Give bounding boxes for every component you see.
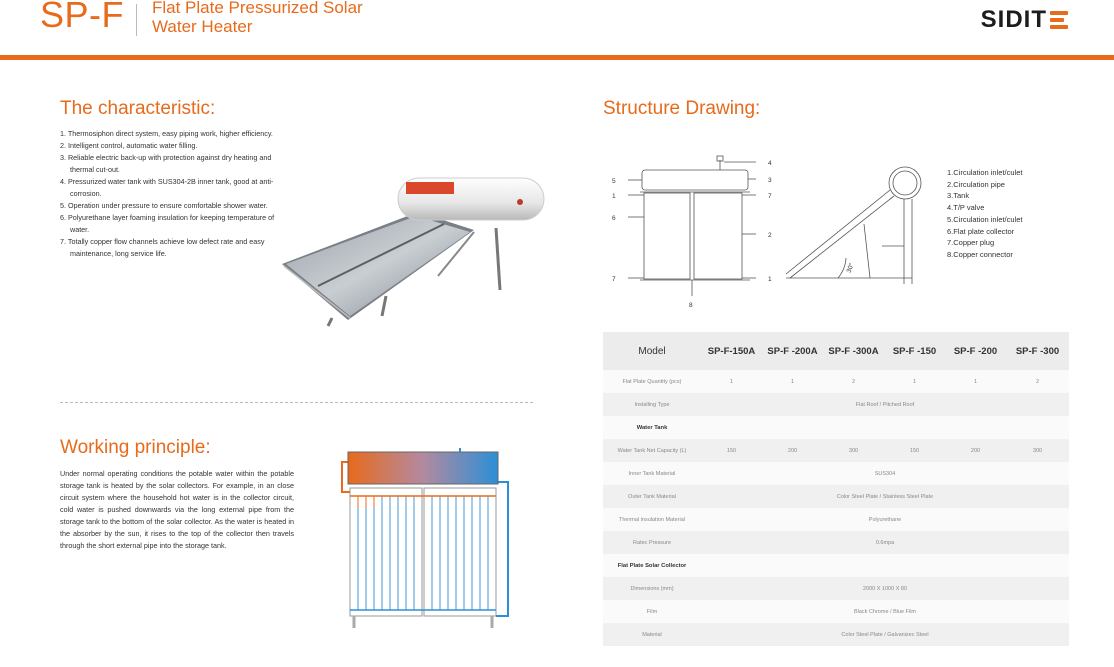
list-item: 5. Operation under pressure to ensure comfortable shower water.	[60, 201, 268, 210]
table-row	[603, 393, 1069, 416]
table-cell: 2	[823, 370, 884, 393]
table-cell-span: Polyurethane	[701, 508, 1069, 531]
legend-item: 1.Circulation inlet/culet	[947, 168, 1023, 177]
table-header-cell: SP-F-150A	[701, 332, 762, 370]
structure-drawing-title: Structure Drawing:	[603, 98, 761, 119]
table-row	[603, 623, 1069, 646]
list-item: 7. Totally copper flow channels achieve low defect rate and easy maintenance, long service life.	[60, 237, 265, 258]
table-row	[603, 485, 1069, 508]
table-header-cell: SP-F -300	[1006, 332, 1069, 370]
table-header-model: Model	[603, 332, 701, 370]
header-accent-bar	[0, 55, 1114, 60]
table-row	[603, 439, 1069, 462]
row-label: Installing Type	[603, 393, 701, 416]
legend-item: 8.Copper connector	[947, 249, 1013, 259]
section-label: Flat Plate Solar Collector	[603, 554, 701, 577]
table-cell-span: Color Steel Plate / Stainless Steel Plate	[701, 485, 1069, 508]
list-item: 3. Reliable electric back-up with protection against dry heating and thermal cut-out.	[60, 153, 272, 174]
legend-item: 3.Tank	[947, 191, 970, 201]
table-cell: 1	[945, 370, 1006, 393]
table-section-row	[603, 554, 1069, 577]
list-item: 2. Intelligent control, automatic water filling.	[60, 141, 198, 150]
table-row	[603, 577, 1069, 600]
table-header-cell: SP-F -150	[884, 332, 945, 370]
working-principle-title: Working principle:	[60, 437, 211, 458]
table-cell-span: Flat Roof / Pitched Roof	[701, 393, 1069, 416]
angle-label: 30°	[845, 262, 856, 274]
sidite-logo	[981, 6, 1070, 34]
table-cell: 200	[762, 439, 823, 462]
table-cell: 150	[884, 439, 945, 462]
callout-7: 7	[768, 193, 772, 200]
table-row	[603, 531, 1069, 554]
working-principle-text: Under normal operating conditions the potable water within the potable storage tank is heated by the solar collectors. For example, in an close circuit system where the household hot water is in the collector circuit, cold water is pushed downwards via the long external pipe from the storage tank to the bottom of the solar collector. As the water is heated in the absorber by the sun, it rises to the top of the collector then travels through the short external pipe into the storage tank.	[60, 469, 294, 550]
table-row	[603, 600, 1069, 623]
callout-8: 8	[689, 302, 693, 309]
spec-table	[603, 332, 1069, 646]
row-label: Outer Tank Material	[603, 485, 701, 508]
list-item: 4. Pressurized water tank with SUS304-2B inner tank, good at anti-corrosion.	[60, 177, 274, 198]
table-row	[603, 370, 1069, 393]
table-cell: 2	[1006, 370, 1069, 393]
product-code: SP-F	[40, 0, 125, 35]
table-cell: 1	[701, 370, 762, 393]
product-title-line2: Water Heater	[152, 17, 253, 36]
logo-e-mark	[1050, 10, 1070, 30]
table-header-cell: SP-F -300A	[823, 332, 884, 370]
list-item: 1. Thermosiphon direct system, easy piping work, higher efficiency.	[60, 129, 273, 138]
structure-drawing	[600, 150, 940, 312]
row-label: Thermal insulation Material	[603, 508, 701, 531]
section-label: Water Tank	[603, 416, 701, 439]
callout-6: 6	[612, 215, 616, 222]
product-title	[152, 0, 412, 36]
logo-text: SIDIT	[980, 6, 1047, 33]
legend-item: 2.Circulation pipe	[947, 179, 1005, 189]
table-row	[603, 462, 1069, 485]
table-cell-span: Color Steel Plate / Galvanizec Steel	[701, 623, 1069, 646]
row-label: Water Tank Net Capacity (L)	[603, 439, 701, 462]
legend-item: 6.Flat plate collector	[947, 226, 1015, 236]
table-cell-span: SUS304	[701, 462, 1069, 485]
callout-2: 2	[768, 232, 772, 239]
header-divider	[136, 4, 137, 36]
row-label: Film	[603, 600, 701, 623]
section-filler	[701, 554, 1069, 577]
table-row	[603, 508, 1069, 531]
legend-item: 4.T/P valve	[947, 203, 985, 213]
callout-5: 5	[612, 178, 616, 185]
table-header-cell: SP-F -200A	[762, 332, 823, 370]
callout-1: 1	[612, 193, 616, 200]
table-header-row	[603, 332, 1069, 370]
callout-7-bottom: 7	[612, 276, 616, 283]
table-cell: 1	[884, 370, 945, 393]
section-divider	[60, 402, 533, 403]
callout-1-bottom: 1	[768, 276, 772, 283]
callout-4: 4	[768, 160, 772, 167]
row-label: Flat Plate Quantity (pcs)	[603, 370, 701, 393]
working-principle-diagram	[336, 448, 516, 634]
list-item: 6. Polyurethane layer foaming insulation for keeping temperature of water.	[60, 213, 275, 234]
table-cell: 200	[945, 439, 1006, 462]
product-photo	[278, 168, 548, 336]
section-filler	[701, 416, 1069, 439]
table-cell-span: 2000 X 1000 X 80	[701, 577, 1069, 600]
row-label: Inner Tank Material	[603, 462, 701, 485]
row-label: Ratec Pressure	[603, 531, 701, 554]
row-label: Material	[603, 623, 701, 646]
table-header-cell: SP-F -200	[945, 332, 1006, 370]
legend-item: 7.Copper plug	[947, 238, 995, 248]
legend-item: 5.Circulation inlet/culet	[947, 214, 1023, 224]
table-cell: 150	[701, 439, 762, 462]
table-cell-span: 0.6mpa	[701, 531, 1069, 554]
characteristic-list	[60, 128, 282, 260]
table-section-row	[603, 416, 1069, 439]
product-title-line1: Flat Plate Pressurized Solar	[152, 0, 363, 17]
table-cell: 300	[823, 439, 884, 462]
callout-3: 3	[768, 177, 772, 184]
characteristic-title: The characteristic:	[60, 98, 216, 119]
row-label: Dimensions (mm)	[603, 577, 701, 600]
table-cell: 1	[762, 370, 823, 393]
structure-legend	[947, 167, 1022, 261]
table-cell: 300	[1006, 439, 1069, 462]
table-cell-span: Black Chrome / Blue Film	[701, 600, 1069, 623]
